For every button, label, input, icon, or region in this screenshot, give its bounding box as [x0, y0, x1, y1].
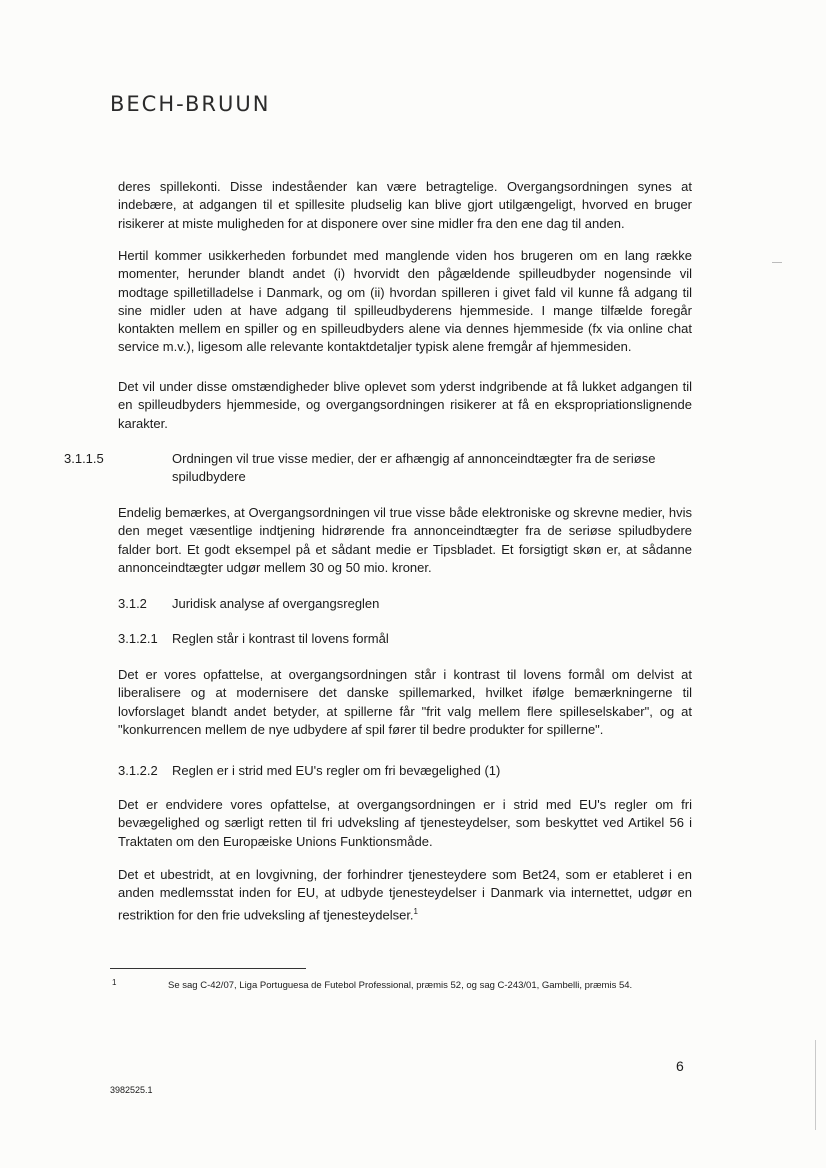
document-id: 3982525.1	[110, 1085, 153, 1095]
company-logo: BECH-BRUUN	[110, 92, 271, 116]
footnote-reference[interactable]: 1	[413, 906, 418, 916]
section-heading	[118, 762, 692, 780]
paragraph: Det er endvidere vores opfattelse, at overgangsordningen er i strid med EU's regler om fri bevægelighed og særligt retten til fri udveksling af tjenesteydelser, som beskyttet ved Artikel 56 i Traktaten om den Europæiske Unions Funktionsmåde.	[118, 797, 692, 849]
footnote-mark: 1	[112, 978, 117, 987]
scan-edge-line	[815, 1040, 816, 1130]
section-title: Juridisk analyse af overgangsreglen	[172, 596, 380, 611]
section-title: Reglen er i strid med EU's regler om fri bevægelighed (1)	[172, 763, 501, 778]
paragraph: Det vil under disse omstændigheder blive oplevet som yderst indgribende at få lukket adgangen til en spilleudbyders hjemmeside, og overgangsordningen risikerer at få en ekspropriationslignende karakter.	[118, 379, 692, 431]
section-title: Ordningen vil true visse medier, der er afhængig af annonceindtægter fra de seriøse spiludbydere	[172, 451, 656, 485]
section-heading	[64, 450, 692, 487]
paragraph: Hertil kommer usikkerheden forbundet med manglende viden hos brugeren om en lang række momenter, herunder blandt andet (i) hvorvidt den pågældende spilleudbyder nogensinde vil modtage spilletilladelse i Danmark, og om (ii) hvordan spilleren i givet fald vil kunne få adgang til sine midler uden at have adgang til spilleudbyderens hjemmeside. I mange tilfælde foregår kontakten mellem en spiller og en spilleudbyders alene via dennes hjemmeside (fx via online chat service m.v.), ligesom alle relevante kontaktdetaljer typisk alene fremgår af hjemmesiden.	[118, 248, 692, 355]
section-title: Reglen står i kontrast til lovens formål	[172, 631, 389, 646]
section-heading	[118, 630, 692, 648]
paragraph: Det er vores opfattelse, at overgangsordningen står i kontrast til lovens formål om delvist at liberalisere og at modernisere det danske spillemarked, hvilket ifølge bemærkningerne til lovforslaget blandt andet betyder, at spillerne får "frit valg mellem flere spilleselskaber", og at "konkurrencen mellem de nye udbydere af spil fører til bedre produkter for spillerne".	[118, 667, 692, 737]
section-number: 3.1.2.2	[118, 763, 158, 778]
paragraph-text: Det et ubestridt, at en lovgivning, der forhindrer tjenesteydere som Bet24, som er etableret i en anden medlemsstat inden for EU, at udbyde tjenesteydelser i Danmark via internettet, udgør en restriktion for den frie udveksling af tjenesteydelser.	[118, 867, 692, 922]
section-number: 3.1.2.1	[118, 631, 158, 646]
page-number: 6	[676, 1058, 684, 1074]
paragraph	[118, 866, 692, 924]
footnote-text: Se sag C-42/07, Liga Portuguesa de Futebol Professional, præmis 52, og sag C-243/01, Gambelli, præmis 54.	[168, 980, 633, 991]
paragraph: deres spillekonti. Disse indeståender kan være betragtelige. Overgangsordningen synes at indebære, at adgangen til et spillesite pludselig kan blive gjort utilgængeligt, hvorved en bruger risikerer at miste muligheden for at disponere over sine midler fra den ene dag til anden.	[118, 179, 692, 231]
section-heading	[118, 595, 692, 613]
section-number: 3.1.1.5	[64, 451, 104, 466]
section-number: 3.1.2	[118, 596, 147, 611]
scan-mark	[772, 262, 782, 263]
paragraph: Endelig bemærkes, at Overgangsordningen vil true visse både elektroniske og skrevne medier, hvis den meget væsentlige indtjening hidrørende fra annonceindtægter fra de seriøse spiludbydere falder bort. Et godt eksempel på et sådant medie er Tipsbladet. Et forsigtigt skøn er, at sådanne annonceindtægter udgør mellem 30 og 50 mio. kroner.	[118, 505, 692, 575]
footnote-divider	[110, 968, 306, 969]
